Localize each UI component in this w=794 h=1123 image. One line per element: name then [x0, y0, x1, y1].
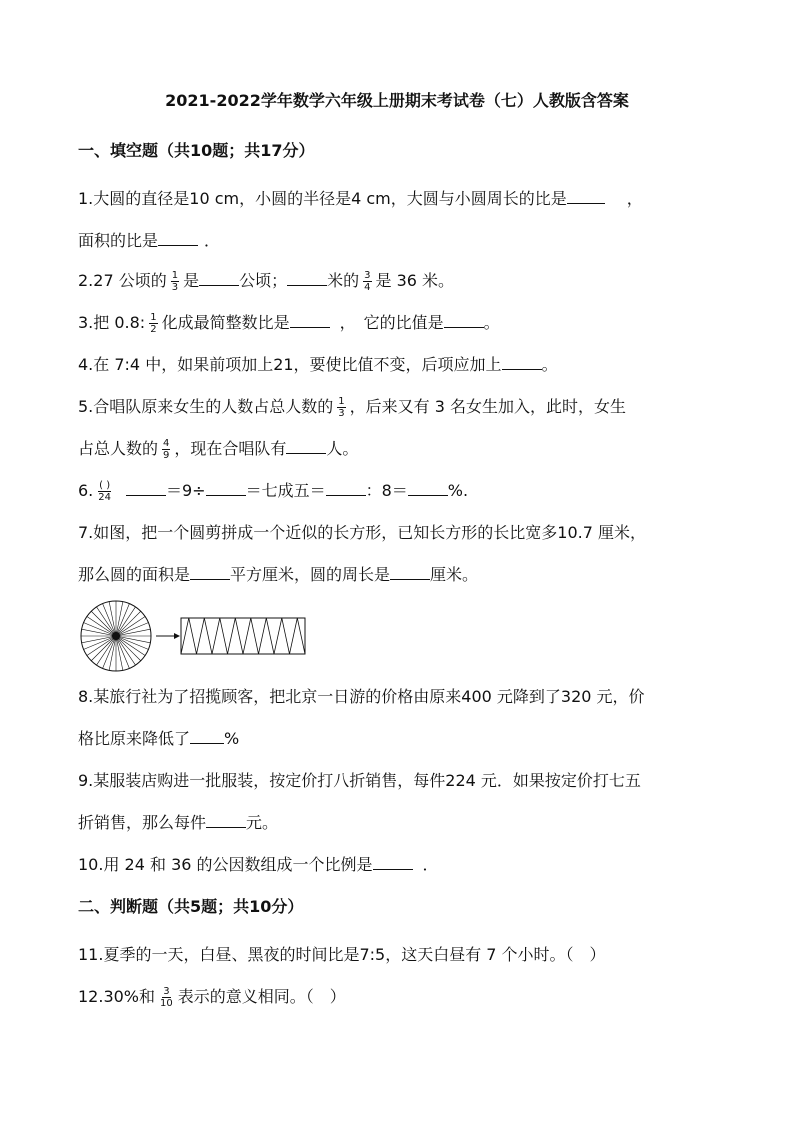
fraction: $\frac{3}{4}$: [364, 270, 371, 293]
question-5-line-1: 5.合唱队原来女生的人数占总人数的 $\frac{1}{3}$ ，后来又有 3 名女生加入，此时，女生: [78, 396, 627, 419]
circle-segment-line: [91, 611, 116, 636]
rectangle-zigzag: [181, 618, 305, 654]
answer-blank[interactable]: [190, 565, 230, 580]
section-fill-blank-heading: 一、填空题（共10题；共17分）: [78, 141, 315, 160]
question-9-line-1: 9.某服装店购进一批服装，按定价打八折销售，每件224 元．如果按定价打七五: [78, 771, 641, 790]
question-2: 2.27 公顷的 $\frac{1}{3}$ 是 公顷； 米的 $\frac{3}{4}$ 是 36 米。: [78, 270, 455, 293]
arrow-head-icon: [174, 633, 180, 639]
question-1-line-2: 面积的比是 ．: [78, 231, 221, 250]
question-3: 3.把 0.8: $\frac{1}{2}$ 化成最简整数比是 ， 它的比值是 。: [78, 312, 500, 335]
answer-blank[interactable]: [126, 481, 166, 496]
question-7-line-2: 那么圆的面积是 平方厘米，圆的周长是 厘米。: [78, 565, 479, 584]
fraction: $\frac{1}{3}$: [338, 396, 345, 419]
question-12: 12.30%和 $\frac{3}{10}$ 表示的意义相同。（ ）: [78, 986, 346, 1009]
answer-blank[interactable]: [326, 481, 366, 496]
question-11: 11.夏季的一天，白昼、黑夜的时间比是7:5，这天白昼有 7 个小时。（ ）: [78, 945, 606, 964]
fraction: $\frac{1}{3}$: [171, 270, 179, 293]
question-9-line-2: 折销售，那么每件 元。: [78, 813, 279, 832]
circle-segment-line: [116, 611, 141, 636]
answer-blank[interactable]: [206, 481, 246, 496]
approximate-rectangle: [181, 618, 305, 654]
circle-segment-line: [91, 636, 116, 661]
question-8-line-2: 格比原来降低了 %: [78, 729, 240, 748]
answer-blank[interactable]: [206, 813, 246, 828]
question-5-line-2: 占总人数的 $\frac{4}{9}$ ，现在合唱队有 人。: [78, 438, 359, 461]
circle-center: [112, 632, 120, 640]
question-10: 10.用 24 和 36 的公因数组成一个比例是 ．: [78, 855, 439, 874]
question-7-line-1: 7.如图，把一个圆剪拼成一个近似的长方形，已知长方形的长比宽多10.7 厘米，: [78, 523, 646, 542]
answer-blank[interactable]: [190, 729, 224, 744]
question-1-line-1: 1.大圆的直径是10 cm，小圆的半径是4 cm，大圆与小圆周长的比是 ，: [78, 189, 643, 208]
page-title: 2021-2022学年数学六年级上册期末考试卷（七）人教版含答案: [165, 91, 629, 110]
answer-blank[interactable]: [286, 439, 326, 454]
answer-blank[interactable]: [408, 481, 448, 496]
answer-blank[interactable]: [567, 189, 605, 204]
circle-segment-line: [116, 636, 141, 661]
fraction: $\frac{3}{10}$: [160, 986, 173, 1009]
answer-blank[interactable]: [290, 313, 330, 328]
answer-blank[interactable]: [444, 313, 484, 328]
question-6: 6. $\frac{( )}{24}$ ＝9÷ ＝七成五＝ ：8＝ %.: [78, 480, 469, 503]
answer-blank[interactable]: [373, 855, 413, 870]
answer-blank[interactable]: [158, 231, 198, 246]
fraction: $\frac{4}{9}$: [163, 438, 170, 461]
circle-to-rectangle-figure: [78, 600, 318, 672]
fraction: $\frac{1}{2}$: [150, 312, 157, 335]
question-4: 4.在 7:4 中，如果前项加上21，要使比值不变，后项应加上 。: [78, 355, 558, 374]
answer-blank[interactable]: [390, 565, 430, 580]
section-true-false-heading: 二、判断题（共5题；共10分）: [78, 897, 304, 916]
answer-blank[interactable]: [502, 355, 542, 370]
answer-blank[interactable]: [287, 271, 327, 286]
question-8-line-1: 8.某旅行社为了招揽顾客，把北京一日游的价格由原来400 元降到了320 元，价: [78, 687, 645, 706]
answer-blank[interactable]: [199, 271, 239, 286]
fraction: $\frac{( )}{24}$: [98, 480, 111, 503]
